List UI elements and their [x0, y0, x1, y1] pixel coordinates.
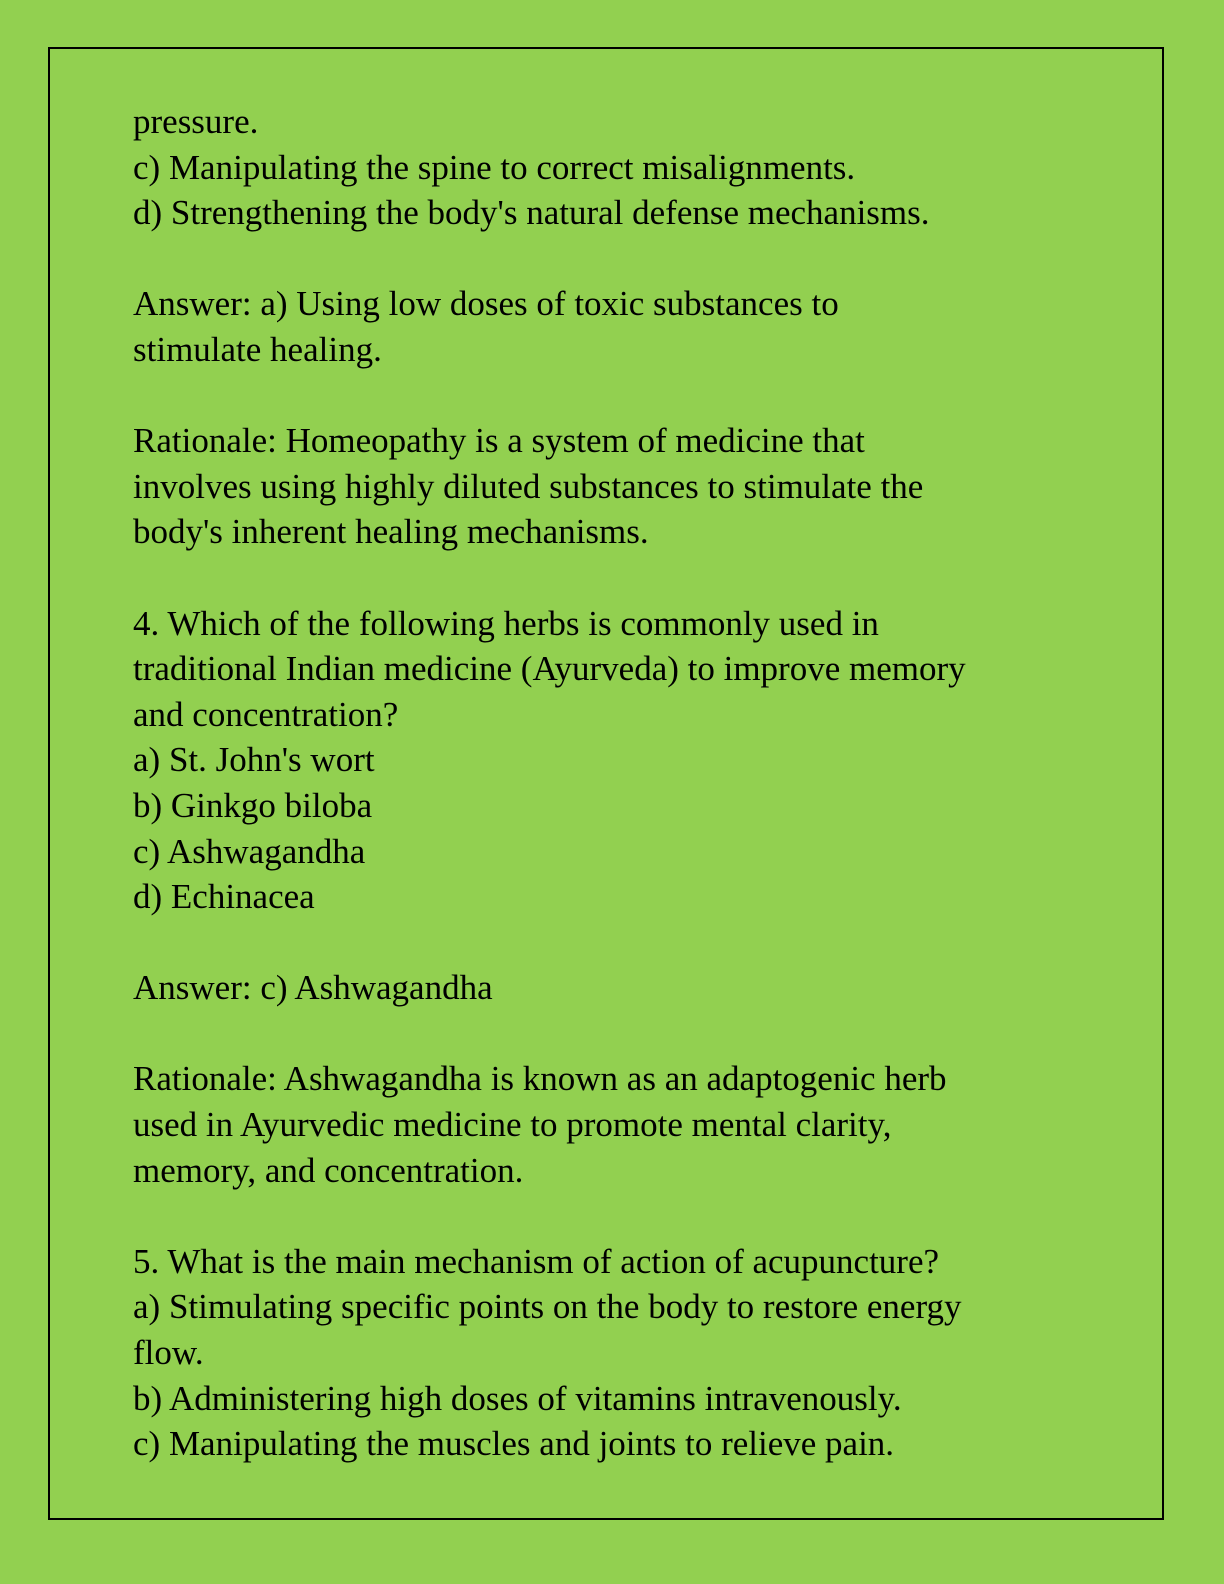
q4-rationale-line-3: memory, and concentration.: [133, 1150, 524, 1190]
spacer: [133, 1193, 1133, 1239]
q4-option-c: c) Ashwagandha: [133, 831, 366, 871]
q4-option-d: d) Echinacea: [133, 877, 315, 917]
q4-rationale-line-2: used in Ayurvedic medicine to promote mental clarity,: [133, 1105, 892, 1145]
q3-answer-line-2: stimulate healing.: [133, 329, 382, 369]
spacer: [133, 555, 1133, 601]
q3-option-c: c) Manipulating the spine to correct misalignments.: [133, 147, 856, 187]
q4-option-b: b) Ginkgo biloba: [133, 785, 373, 825]
q3-rationale-line-2: involves using highly diluted substances to stimulate the: [133, 466, 924, 506]
q4-option-a: a) St. John's wort: [133, 740, 375, 780]
q4-question-line-1: 4. Which of the following herbs is commonly used in: [133, 603, 879, 643]
spacer: [133, 236, 1133, 282]
q5-question: 5. What is the main mechanism of action of acupuncture?: [133, 1241, 940, 1281]
q4-question-line-2: traditional Indian medicine (Ayurveda) to improve memory: [133, 649, 966, 689]
q3-rationale-line-3: body's inherent healing mechanisms.: [133, 512, 649, 552]
q3-rationale-line-1: Rationale: Homeopathy is a system of medicine that: [133, 421, 865, 461]
q4-question-line-3: and concentration?: [133, 694, 399, 734]
q3-option-d: d) Strengthening the body's natural defense mechanisms.: [133, 193, 930, 233]
spacer: [133, 920, 1133, 966]
document-body: [133, 99, 1133, 1467]
q5-option-a-line-1: a) Stimulating specific points on the body to restore energy: [133, 1287, 962, 1327]
q4-answer: Answer: c) Ashwagandha: [133, 968, 493, 1008]
q5-option-b: b) Administering high doses of vitamins intravenously.: [133, 1378, 902, 1418]
q4-rationale-line-1: Rationale: Ashwagandha is known as an adaptogenic herb: [133, 1059, 947, 1099]
q3-option-b-continuation: pressure.: [133, 102, 259, 141]
spacer: [133, 1011, 1133, 1057]
q5-option-a-line-2: flow.: [133, 1333, 204, 1373]
spacer: [133, 373, 1133, 419]
q5-option-c: c) Manipulating the muscles and joints to relieve pain.: [133, 1424, 895, 1464]
q3-answer-line-1: Answer: a) Using low doses of toxic substances to: [133, 284, 839, 324]
